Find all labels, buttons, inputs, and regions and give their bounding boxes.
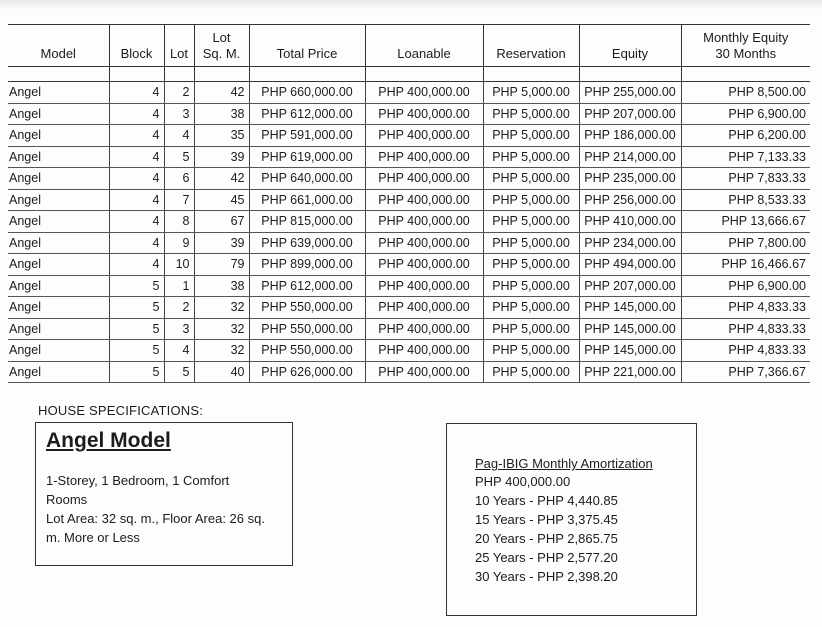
cell-loanable: PHP 400,000.00 [365, 275, 483, 297]
cell-block: 4 [109, 211, 164, 233]
cell-reservation: PHP 5,000.00 [483, 340, 579, 362]
spec-line: Lot Area: 32 sq. m., Floor Area: 26 sq. [46, 511, 265, 526]
spec-line: Rooms [46, 492, 88, 507]
cell-monthly-equity: PHP 4,833.33 [681, 340, 810, 362]
cell-equity: PHP 186,000.00 [579, 125, 681, 147]
table-row [8, 254, 810, 276]
spacer-row [8, 67, 810, 82]
cell-monthly-equity: PHP 7,833.33 [681, 168, 810, 190]
cell-model: Angel [8, 146, 109, 168]
table-row [8, 189, 810, 211]
cell-monthly-equity: PHP 6,200.00 [681, 125, 810, 147]
header-lot-sqm [194, 25, 249, 67]
amortization-box [446, 423, 697, 616]
cell-lot-sqm: 45 [194, 189, 249, 211]
cell-monthly-equity: PHP 4,833.33 [681, 318, 810, 340]
cell-reservation: PHP 5,000.00 [483, 103, 579, 125]
cell-loanable: PHP 400,000.00 [365, 103, 483, 125]
cell-block: 4 [109, 168, 164, 190]
cell-total-price: PHP 899,000.00 [249, 254, 365, 276]
amortization-term: 20 Years - PHP 2,865.75 [475, 531, 618, 546]
cell-total-price: PHP 591,000.00 [249, 125, 365, 147]
cell-monthly-equity: PHP 4,833.33 [681, 297, 810, 319]
header-lot-sqm-line2: Sq. M. [202, 46, 241, 61]
cell-lot-sqm: 39 [194, 232, 249, 254]
cell-lot-sqm: 39 [194, 146, 249, 168]
cell-model: Angel [8, 340, 109, 362]
table-row [8, 340, 810, 362]
cell-model: Angel [8, 232, 109, 254]
cell-lot: 7 [164, 189, 194, 211]
cell-lot-sqm: 35 [194, 125, 249, 147]
cell-monthly-equity: PHP 6,900.00 [681, 275, 810, 297]
table-row [8, 168, 810, 190]
cell-model: Angel [8, 168, 109, 190]
cell-loanable: PHP 400,000.00 [365, 189, 483, 211]
amortization-amount: PHP 400,000.00 [475, 474, 571, 489]
price-list-table [8, 24, 810, 383]
cell-block: 4 [109, 82, 164, 104]
cell-loanable: PHP 400,000.00 [365, 82, 483, 104]
cell-reservation: PHP 5,000.00 [483, 146, 579, 168]
cell-equity: PHP 256,000.00 [579, 189, 681, 211]
cell-model: Angel [8, 125, 109, 147]
header-reservation: Reservation [483, 25, 579, 67]
cell-loanable: PHP 400,000.00 [365, 254, 483, 276]
cell-lot-sqm: 42 [194, 82, 249, 104]
cell-lot-sqm: 32 [194, 340, 249, 362]
cell-total-price: PHP 550,000.00 [249, 297, 365, 319]
cell-model: Angel [8, 103, 109, 125]
cell-model: Angel [8, 318, 109, 340]
cell-loanable: PHP 400,000.00 [365, 125, 483, 147]
cell-lot: 6 [164, 168, 194, 190]
cell-reservation: PHP 5,000.00 [483, 168, 579, 190]
cell-model: Angel [8, 361, 109, 383]
cell-reservation: PHP 5,000.00 [483, 125, 579, 147]
cell-lot: 5 [164, 146, 194, 168]
header-monthly-line1: Monthly Equity [703, 30, 789, 45]
cell-lot-sqm: 40 [194, 361, 249, 383]
cell-monthly-equity: PHP 6,900.00 [681, 103, 810, 125]
cell-block: 4 [109, 103, 164, 125]
cell-equity: PHP 494,000.00 [579, 254, 681, 276]
cell-lot: 8 [164, 211, 194, 233]
cell-total-price: PHP 612,000.00 [249, 275, 365, 297]
cell-total-price: PHP 619,000.00 [249, 146, 365, 168]
cell-equity: PHP 145,000.00 [579, 340, 681, 362]
header-monthly-equity [681, 25, 810, 67]
header-block: Block [109, 25, 164, 67]
header-loanable: Loanable [365, 25, 483, 67]
cell-reservation: PHP 5,000.00 [483, 82, 579, 104]
cell-total-price: PHP 660,000.00 [249, 82, 365, 104]
table-row [8, 297, 810, 319]
table-row [8, 103, 810, 125]
cell-block: 4 [109, 125, 164, 147]
amortization-term: 15 Years - PHP 3,375.45 [475, 512, 618, 527]
table-row [8, 211, 810, 233]
table-row [8, 361, 810, 383]
cell-equity: PHP 410,000.00 [579, 211, 681, 233]
cell-lot-sqm: 42 [194, 168, 249, 190]
cell-lot-sqm: 32 [194, 318, 249, 340]
amortization-term: 10 Years - PHP 4,440.85 [475, 493, 618, 508]
cell-loanable: PHP 400,000.00 [365, 168, 483, 190]
cell-equity: PHP 145,000.00 [579, 297, 681, 319]
cell-equity: PHP 214,000.00 [579, 146, 681, 168]
amortization-title: Pag-IBIG Monthly Amortization [475, 456, 653, 471]
cell-lot: 3 [164, 318, 194, 340]
cell-loanable: PHP 400,000.00 [365, 146, 483, 168]
cell-lot-sqm: 38 [194, 103, 249, 125]
spec-line: m. More or Less [46, 530, 140, 545]
cell-total-price: PHP 550,000.00 [249, 318, 365, 340]
cell-total-price: PHP 661,000.00 [249, 189, 365, 211]
cell-lot: 1 [164, 275, 194, 297]
cell-reservation: PHP 5,000.00 [483, 211, 579, 233]
cell-lot-sqm: 67 [194, 211, 249, 233]
cell-reservation: PHP 5,000.00 [483, 232, 579, 254]
cell-loanable: PHP 400,000.00 [365, 297, 483, 319]
table-row [8, 125, 810, 147]
cell-model: Angel [8, 275, 109, 297]
table-header-row [8, 25, 810, 67]
header-lot-sqm-line1: Lot [212, 30, 231, 45]
table-row [8, 82, 810, 104]
cell-block: 4 [109, 189, 164, 211]
cell-equity: PHP 145,000.00 [579, 318, 681, 340]
cell-lot: 5 [164, 361, 194, 383]
cell-loanable: PHP 400,000.00 [365, 340, 483, 362]
header-model: Model [8, 25, 109, 67]
cell-reservation: PHP 5,000.00 [483, 318, 579, 340]
cell-monthly-equity: PHP 7,800.00 [681, 232, 810, 254]
cell-lot: 2 [164, 82, 194, 104]
cell-monthly-equity: PHP 7,366.67 [681, 361, 810, 383]
house-specifications-heading: HOUSE SPECIFICATIONS: [38, 403, 204, 418]
cell-model: Angel [8, 82, 109, 104]
cell-lot-sqm: 79 [194, 254, 249, 276]
model-title: Angel Model [46, 429, 171, 452]
cell-block: 5 [109, 361, 164, 383]
table-row [8, 275, 810, 297]
amortization-term: 25 Years - PHP 2,577.20 [475, 550, 618, 565]
cell-lot: 4 [164, 340, 194, 362]
cell-equity: PHP 207,000.00 [579, 275, 681, 297]
header-total-price: Total Price [249, 25, 365, 67]
cell-equity: PHP 221,000.00 [579, 361, 681, 383]
cell-lot: 3 [164, 103, 194, 125]
cell-monthly-equity: PHP 13,666.67 [681, 211, 810, 233]
cell-loanable: PHP 400,000.00 [365, 361, 483, 383]
model-spec-box [35, 422, 293, 566]
cell-block: 5 [109, 275, 164, 297]
cell-total-price: PHP 640,000.00 [249, 168, 365, 190]
amortization-term: 30 Years - PHP 2,398.20 [475, 569, 618, 584]
cell-loanable: PHP 400,000.00 [365, 211, 483, 233]
cell-monthly-equity: PHP 8,533.33 [681, 189, 810, 211]
cell-reservation: PHP 5,000.00 [483, 189, 579, 211]
cell-monthly-equity: PHP 16,466.67 [681, 254, 810, 276]
cell-monthly-equity: PHP 8,500.00 [681, 82, 810, 104]
cell-equity: PHP 255,000.00 [579, 82, 681, 104]
table-row [8, 318, 810, 340]
cell-lot: 4 [164, 125, 194, 147]
header-monthly-line2: 30 Months [715, 46, 777, 61]
cell-reservation: PHP 5,000.00 [483, 254, 579, 276]
cell-loanable: PHP 400,000.00 [365, 318, 483, 340]
cell-block: 4 [109, 146, 164, 168]
cell-lot-sqm: 38 [194, 275, 249, 297]
cell-block: 4 [109, 232, 164, 254]
cell-model: Angel [8, 254, 109, 276]
cell-model: Angel [8, 189, 109, 211]
cell-loanable: PHP 400,000.00 [365, 232, 483, 254]
cell-block: 5 [109, 340, 164, 362]
amortization-terms [475, 491, 686, 586]
cell-equity: PHP 234,000.00 [579, 232, 681, 254]
cell-equity: PHP 235,000.00 [579, 168, 681, 190]
cell-total-price: PHP 815,000.00 [249, 211, 365, 233]
cell-model: Angel [8, 211, 109, 233]
cell-total-price: PHP 550,000.00 [249, 340, 365, 362]
cell-reservation: PHP 5,000.00 [483, 361, 579, 383]
cell-total-price: PHP 612,000.00 [249, 103, 365, 125]
cell-block: 5 [109, 297, 164, 319]
table-row [8, 146, 810, 168]
cell-lot: 9 [164, 232, 194, 254]
table-row [8, 232, 810, 254]
header-equity: Equity [579, 25, 681, 67]
cell-equity: PHP 207,000.00 [579, 103, 681, 125]
cell-monthly-equity: PHP 7,133.33 [681, 146, 810, 168]
cell-total-price: PHP 626,000.00 [249, 361, 365, 383]
scan-edge [0, 0, 822, 10]
cell-lot: 2 [164, 297, 194, 319]
cell-lot-sqm: 32 [194, 297, 249, 319]
cell-reservation: PHP 5,000.00 [483, 275, 579, 297]
cell-total-price: PHP 639,000.00 [249, 232, 365, 254]
cell-lot: 10 [164, 254, 194, 276]
cell-block: 4 [109, 254, 164, 276]
header-lot: Lot [164, 25, 194, 67]
cell-model: Angel [8, 297, 109, 319]
cell-reservation: PHP 5,000.00 [483, 297, 579, 319]
spec-line: 1-Storey, 1 Bedroom, 1 Comfort [46, 473, 230, 488]
cell-block: 5 [109, 318, 164, 340]
